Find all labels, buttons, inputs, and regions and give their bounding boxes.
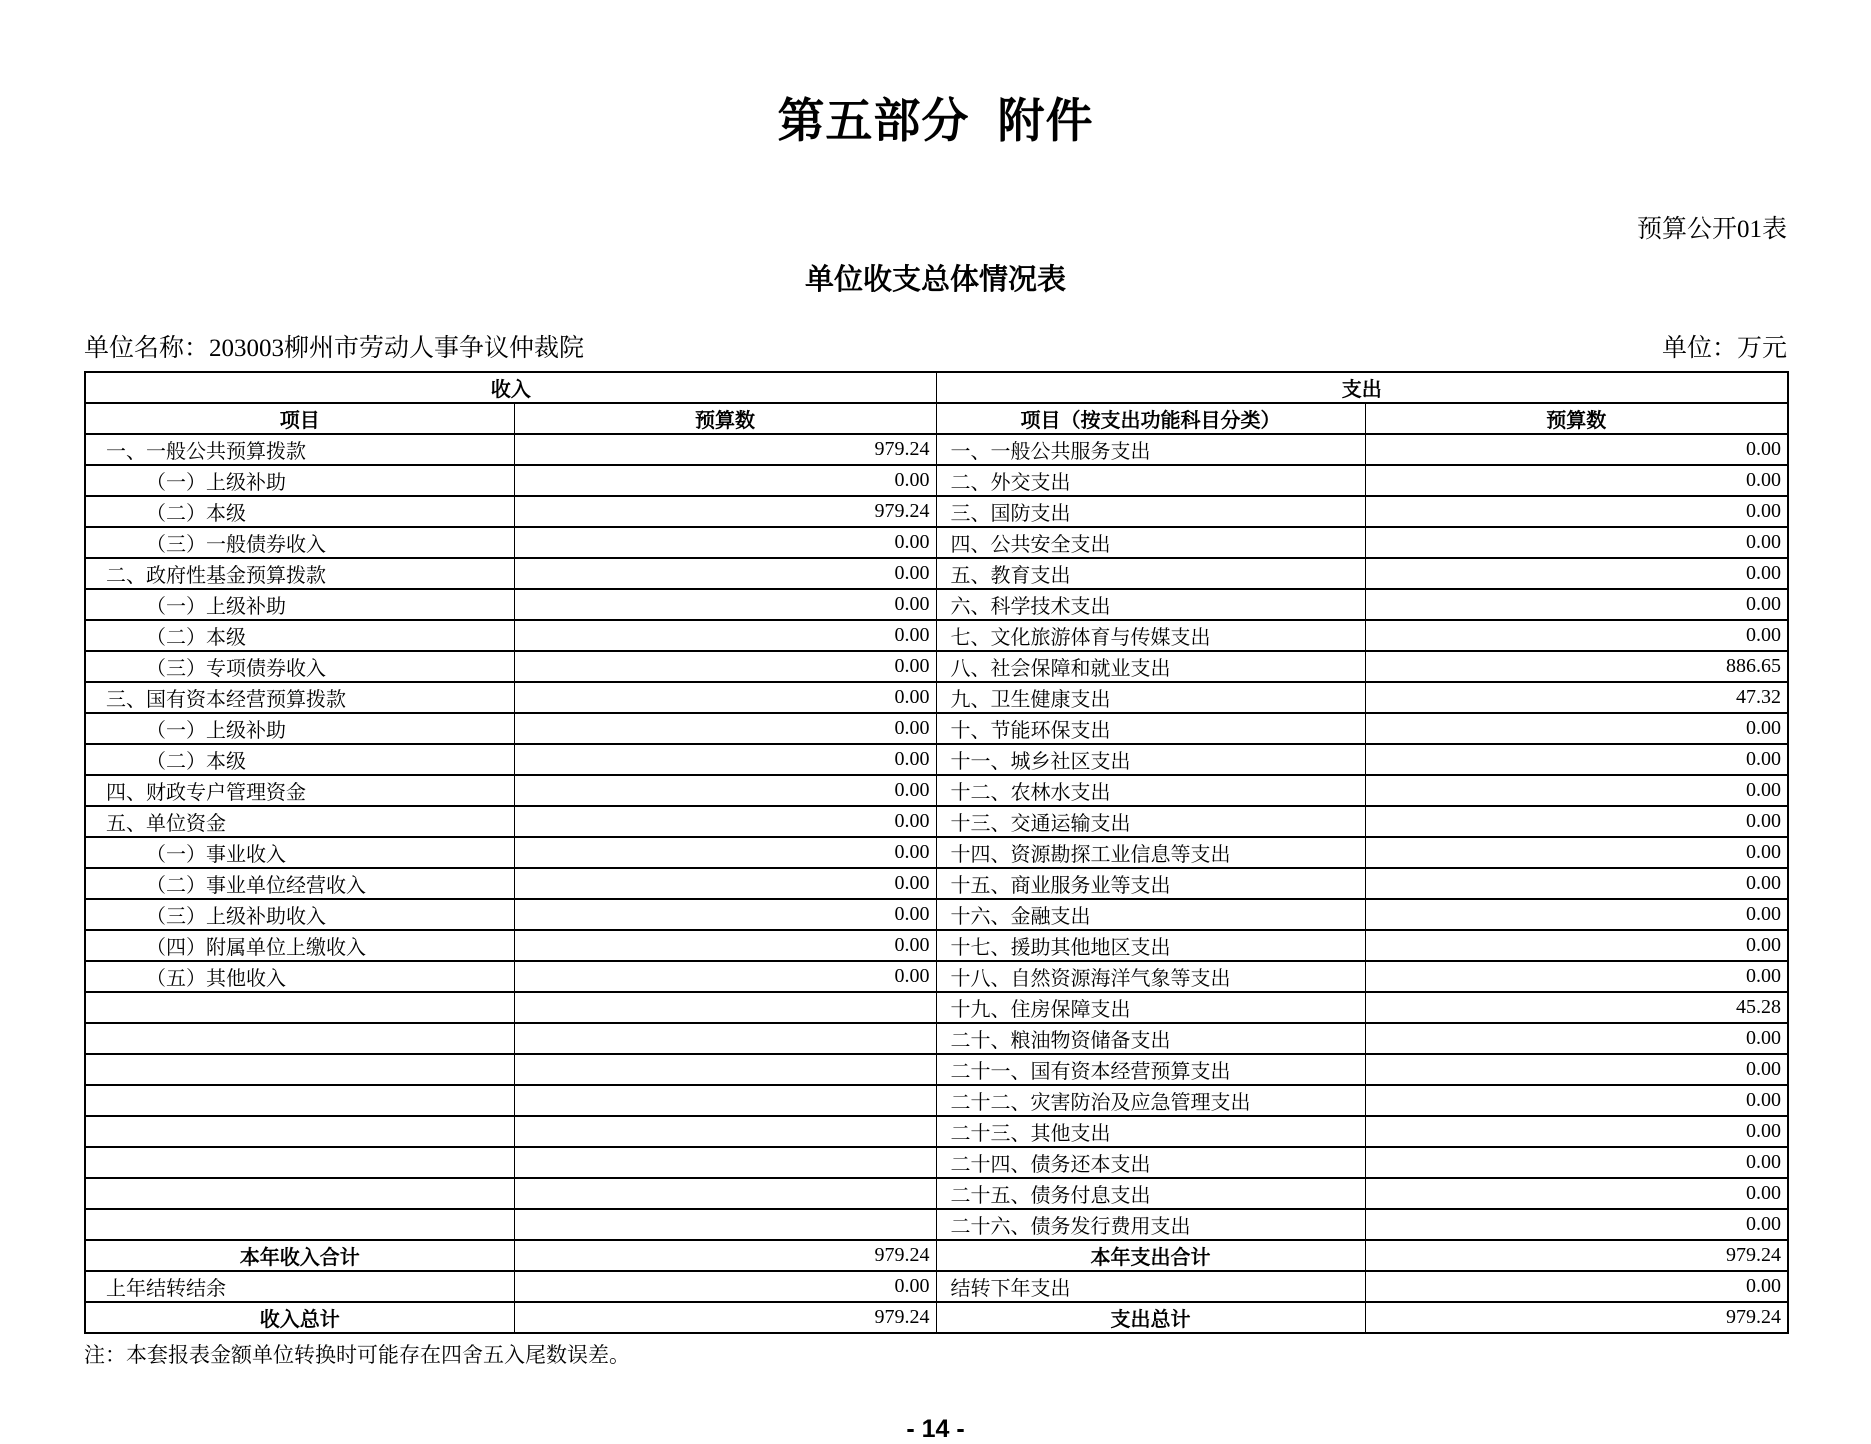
income-value-cell: 0.00 — [514, 589, 936, 620]
expense-value-cell: 0.00 — [1365, 837, 1788, 868]
expense-item-cell: 四、公共安全支出 — [936, 527, 1365, 558]
expense-value-cell: 0.00 — [1365, 496, 1788, 527]
income-item-cell — [85, 1085, 514, 1116]
unit-name-label: 单位名称：203003柳州市劳动人事争议仲裁院 — [84, 335, 585, 362]
table-row — [85, 930, 1788, 961]
expense-item-cell: 二十五、债务付息支出 — [936, 1178, 1365, 1209]
income-value-cell: 0.00 — [514, 651, 936, 682]
income-value-cell — [514, 1147, 936, 1178]
income-item-cell: 三、国有资本经营预算拨款 — [85, 682, 514, 713]
expense-value-cell: 0.00 — [1365, 930, 1788, 961]
income-value-cell: 0.00 — [514, 744, 936, 775]
expense-item-cell: 七、文化旅游体育与传媒支出 — [936, 620, 1365, 651]
expense-value-column-header: 预算数 — [1365, 403, 1788, 434]
income-item-cell: （三）专项债券收入 — [85, 651, 514, 682]
table-row — [85, 465, 1788, 496]
income-item-cell — [85, 1209, 514, 1240]
table-row — [85, 434, 1788, 465]
table-row — [85, 651, 1788, 682]
table-row — [85, 992, 1788, 1023]
expense-item-cell: 三、国防支出 — [936, 496, 1365, 527]
expense-item-cell: 二十一、国有资本经营预算支出 — [936, 1054, 1365, 1085]
table-total-row — [85, 1302, 1788, 1333]
expense-value-cell: 47.32 — [1365, 682, 1788, 713]
table-row — [85, 558, 1788, 589]
income-item-cell: （四）附属单位上缴收入 — [85, 930, 514, 961]
expense-item-cell: 十六、金融支出 — [936, 899, 1365, 930]
expense-item-cell: 九、卫生健康支出 — [936, 682, 1365, 713]
income-total-label-cell: 本年收入合计 — [85, 1240, 514, 1271]
table-row — [85, 589, 1788, 620]
income-item-cell: 二、政府性基金预算拨款 — [85, 558, 514, 589]
income-value-cell: 0.00 — [514, 837, 936, 868]
table-row — [85, 1085, 1788, 1116]
income-total-value-cell: 979.24 — [514, 1302, 936, 1333]
income-value-cell: 0.00 — [514, 620, 936, 651]
income-item-cell: （一）上级补助 — [85, 589, 514, 620]
expense-item-cell: 二十、粮油物资储备支出 — [936, 1023, 1365, 1054]
income-value-cell — [514, 1178, 936, 1209]
expense-value-cell: 0.00 — [1365, 744, 1788, 775]
expense-item-cell: 十四、资源勘探工业信息等支出 — [936, 837, 1365, 868]
table-row — [85, 496, 1788, 527]
expense-value-cell: 886.65 — [1365, 651, 1788, 682]
income-value-cell: 0.00 — [514, 930, 936, 961]
expense-item-cell: 十八、自然资源海洋气象等支出 — [936, 961, 1365, 992]
expense-item-cell: 二十二、灾害防治及应急管理支出 — [936, 1085, 1365, 1116]
income-item-cell — [85, 1147, 514, 1178]
expense-item-cell: 六、科学技术支出 — [936, 589, 1365, 620]
income-item-cell: （一）上级补助 — [85, 713, 514, 744]
expense-value-cell: 0.00 — [1365, 868, 1788, 899]
expense-value-cell: 0.00 — [1365, 775, 1788, 806]
income-value-cell: 0.00 — [514, 713, 936, 744]
expense-value-cell: 0.00 — [1365, 589, 1788, 620]
table-title: 单位收支总体情况表 — [804, 264, 1066, 296]
income-item-cell: 四、财政专户管理资金 — [85, 775, 514, 806]
income-value-cell: 0.00 — [514, 682, 936, 713]
rounding-note: 注：本套报表金额单位转换时可能存在四舍五入尾数误差。 — [84, 1343, 630, 1367]
expense-value-cell: 0.00 — [1365, 961, 1788, 992]
expense-total-label-cell: 本年支出合计 — [936, 1240, 1365, 1271]
income-value-cell — [514, 1023, 936, 1054]
expense-value-cell: 0.00 — [1365, 1085, 1788, 1116]
income-total-label-cell: 收入总计 — [85, 1302, 514, 1333]
table-row — [85, 806, 1788, 837]
table-total-row — [85, 1271, 1788, 1302]
part-title: 第五部分 附件 — [777, 94, 1094, 147]
table-row — [85, 1023, 1788, 1054]
income-item-cell: （一）上级补助 — [85, 465, 514, 496]
table-row — [85, 1209, 1788, 1240]
expense-item-cell: 八、社会保障和就业支出 — [936, 651, 1365, 682]
expense-value-cell: 0.00 — [1365, 1178, 1788, 1209]
income-value-cell: 0.00 — [514, 775, 936, 806]
income-value-cell — [514, 1209, 936, 1240]
income-value-cell: 0.00 — [514, 899, 936, 930]
expense-total-value-cell: 979.24 — [1365, 1302, 1788, 1333]
table-row — [85, 868, 1788, 899]
expense-value-cell: 0.00 — [1365, 1147, 1788, 1178]
income-value-cell: 979.24 — [514, 434, 936, 465]
expense-total-value-cell: 979.24 — [1365, 1240, 1788, 1271]
income-item-cell — [85, 1054, 514, 1085]
table-row — [85, 1178, 1788, 1209]
expense-section-header: 支出 — [936, 372, 1788, 403]
income-section-header: 收入 — [85, 372, 936, 403]
income-value-cell: 0.00 — [514, 868, 936, 899]
expense-item-column-header: 项目（按支出功能科目分类） — [936, 403, 1365, 434]
expense-item-cell: 十七、援助其他地区支出 — [936, 930, 1365, 961]
table-body — [85, 434, 1788, 1333]
page-number: - 14 - — [906, 1415, 965, 1443]
unit-measure-label: 单位：万元 — [1661, 335, 1787, 362]
income-item-cell — [85, 1116, 514, 1147]
expense-item-cell: 二十三、其他支出 — [936, 1116, 1365, 1147]
document-page — [84, 0, 1787, 1444]
expense-item-cell: 十二、农林水支出 — [936, 775, 1365, 806]
expense-total-value-cell: 0.00 — [1365, 1271, 1788, 1302]
table-row — [85, 961, 1788, 992]
expense-value-cell: 0.00 — [1365, 527, 1788, 558]
expense-item-cell: 十一、城乡社区支出 — [936, 744, 1365, 775]
expense-item-cell: 二、外交支出 — [936, 465, 1365, 496]
expense-item-cell: 十九、住房保障支出 — [936, 992, 1365, 1023]
table-row — [85, 775, 1788, 806]
table-row — [85, 1116, 1788, 1147]
income-item-cell: （二）事业单位经营收入 — [85, 868, 514, 899]
expense-item-cell: 二十六、债务发行费用支出 — [936, 1209, 1365, 1240]
income-value-cell: 0.00 — [514, 465, 936, 496]
expense-value-cell: 0.00 — [1365, 1116, 1788, 1147]
income-item-cell: （五）其他收入 — [85, 961, 514, 992]
income-item-cell: （二）本级 — [85, 620, 514, 651]
income-total-value-cell: 979.24 — [514, 1240, 936, 1271]
income-value-cell: 0.00 — [514, 527, 936, 558]
expense-total-label-cell: 结转下年支出 — [936, 1271, 1365, 1302]
unit-info-row — [84, 328, 1787, 364]
expense-total-label-cell: 支出总计 — [936, 1302, 1365, 1333]
expense-value-cell: 0.00 — [1365, 806, 1788, 837]
table-header — [85, 372, 1788, 434]
expense-item-cell: 十五、商业服务业等支出 — [936, 868, 1365, 899]
table-row — [85, 744, 1788, 775]
table-row — [85, 682, 1788, 713]
table-row — [85, 899, 1788, 930]
expense-value-cell: 0.00 — [1365, 1209, 1788, 1240]
income-value-cell — [514, 1116, 936, 1147]
table-row — [85, 837, 1788, 868]
income-value-column-header: 预算数 — [514, 403, 936, 434]
expense-item-cell: 五、教育支出 — [936, 558, 1365, 589]
expense-value-cell: 0.00 — [1365, 899, 1788, 930]
table-row — [85, 1147, 1788, 1178]
budget-summary-table — [84, 371, 1789, 1334]
income-item-cell: 五、单位资金 — [85, 806, 514, 837]
expense-item-cell: 一、一般公共服务支出 — [936, 434, 1365, 465]
table-code-label: 预算公开01表 — [1636, 216, 1787, 243]
table-row — [85, 620, 1788, 651]
expense-value-cell: 0.00 — [1365, 620, 1788, 651]
expense-value-cell: 0.00 — [1365, 1054, 1788, 1085]
expense-item-cell: 二十四、债务还本支出 — [936, 1147, 1365, 1178]
table-row — [85, 1054, 1788, 1085]
income-total-label-cell: 上年结转结余 — [85, 1271, 514, 1302]
income-value-cell — [514, 992, 936, 1023]
income-total-value-cell: 0.00 — [514, 1271, 936, 1302]
income-value-cell: 0.00 — [514, 806, 936, 837]
income-item-cell — [85, 1023, 514, 1054]
income-item-cell — [85, 1178, 514, 1209]
income-item-cell — [85, 992, 514, 1023]
expense-value-cell: 0.00 — [1365, 465, 1788, 496]
income-item-cell: （一）事业收入 — [85, 837, 514, 868]
expense-value-cell: 45.28 — [1365, 992, 1788, 1023]
expense-value-cell: 0.00 — [1365, 713, 1788, 744]
expense-value-cell: 0.00 — [1365, 1023, 1788, 1054]
section-header-row — [85, 372, 1788, 403]
table-total-row — [85, 1240, 1788, 1271]
table-row — [85, 527, 1788, 558]
income-item-cell: （三）一般债券收入 — [85, 527, 514, 558]
expense-item-cell: 十、节能环保支出 — [936, 713, 1365, 744]
expense-item-cell: 十三、交通运输支出 — [936, 806, 1365, 837]
income-value-cell: 0.00 — [514, 961, 936, 992]
expense-value-cell: 0.00 — [1365, 558, 1788, 589]
income-value-cell — [514, 1085, 936, 1116]
income-value-cell: 979.24 — [514, 496, 936, 527]
column-header-row — [85, 403, 1788, 434]
table-row — [85, 713, 1788, 744]
income-item-column-header: 项目 — [85, 403, 514, 434]
income-value-cell — [514, 1054, 936, 1085]
income-value-cell: 0.00 — [514, 558, 936, 589]
income-item-cell: 一、一般公共预算拨款 — [85, 434, 514, 465]
income-item-cell: （二）本级 — [85, 496, 514, 527]
expense-value-cell: 0.00 — [1365, 434, 1788, 465]
income-item-cell: （三）上级补助收入 — [85, 899, 514, 930]
income-item-cell: （二）本级 — [85, 744, 514, 775]
